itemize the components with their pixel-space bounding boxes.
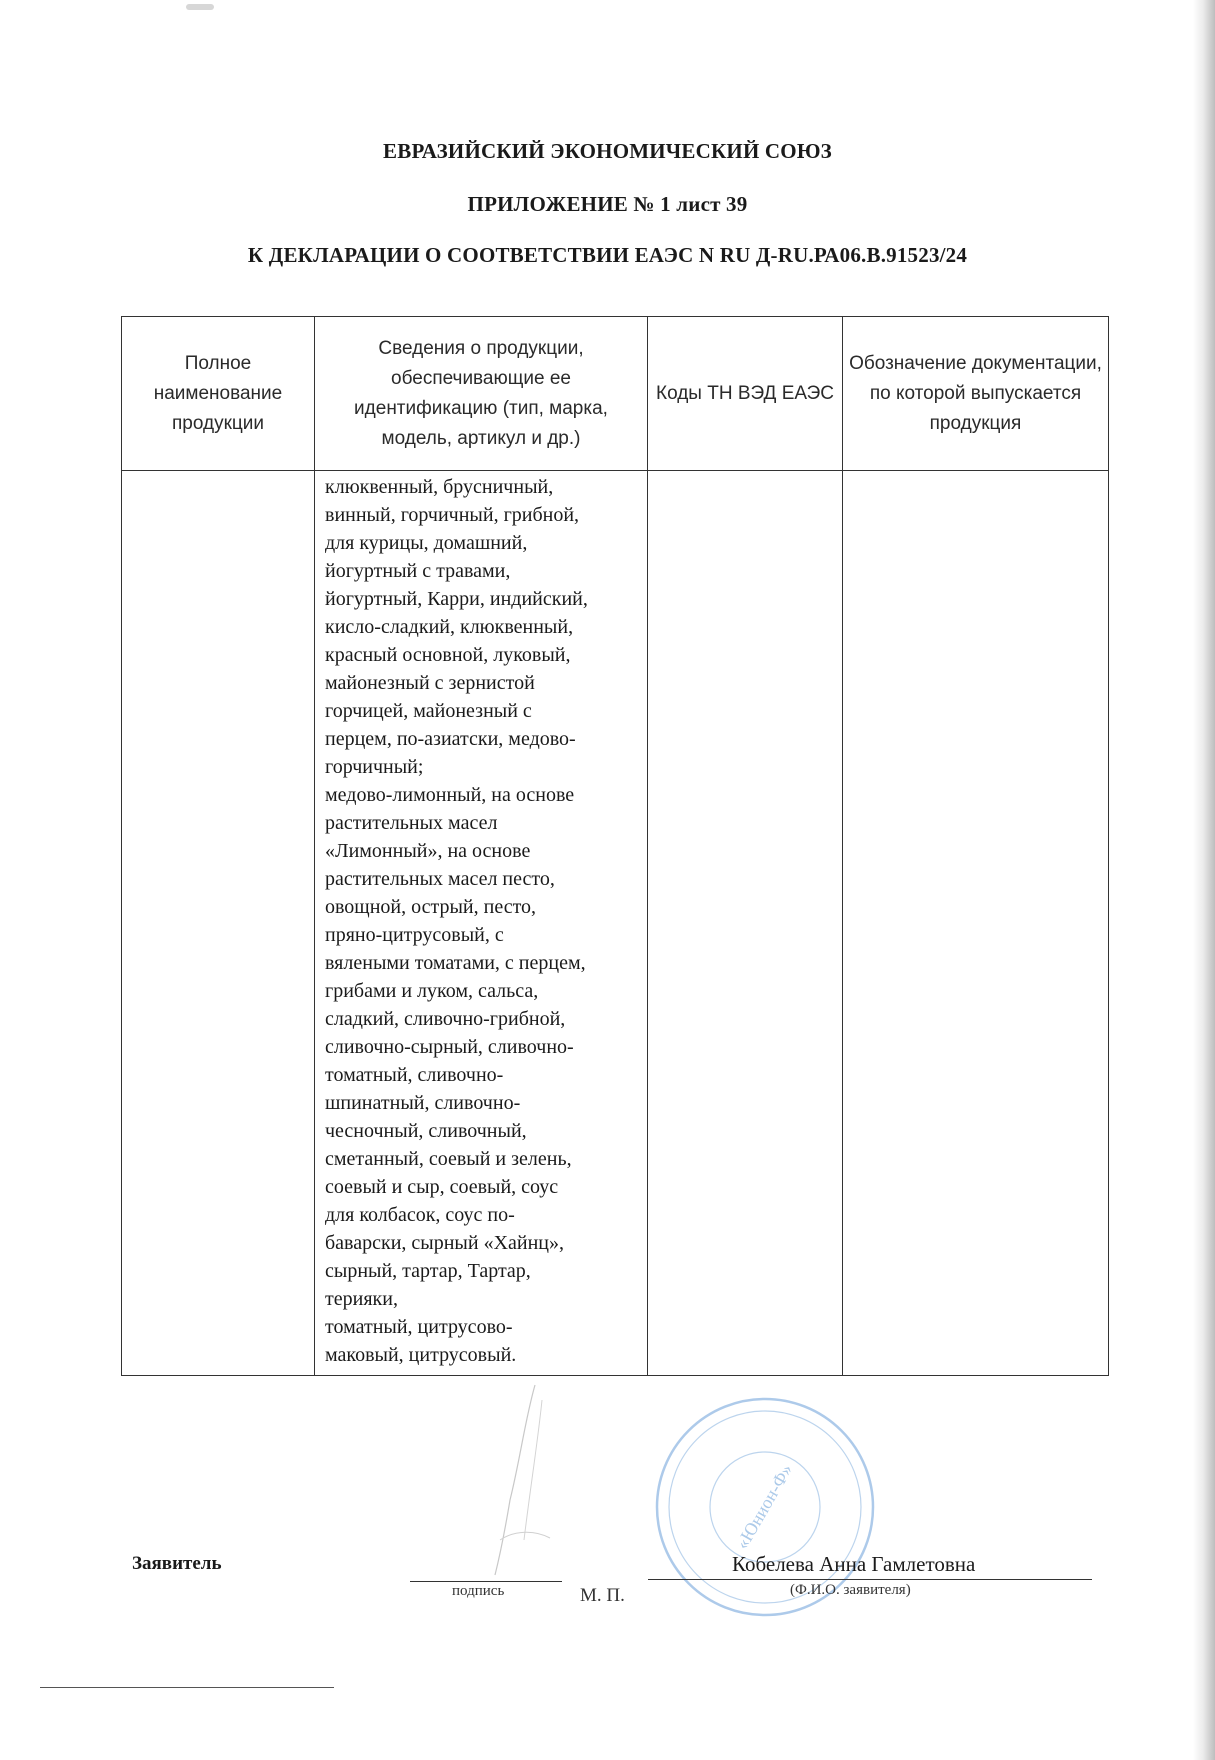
description-line: растительных масел <box>325 812 498 834</box>
cell-product-description <box>315 471 648 1376</box>
description-line: кисло-сладкий, клюквенный, <box>325 616 574 638</box>
table-header-row <box>122 317 1109 471</box>
description-line: томатный, сливочно- <box>325 1064 504 1086</box>
name-line <box>648 1579 1092 1580</box>
cell-tnved-codes <box>648 471 843 1376</box>
handwritten-signature <box>480 1380 570 1580</box>
description-line: «Лимонный», на основе <box>325 840 531 862</box>
description-line: сырный, тартар, Тартар, <box>325 1260 531 1282</box>
appendix-title: ПРИЛОЖЕНИЕ № 1 лист 39 <box>467 192 748 216</box>
stamp-text: «Юнион-Ф» <box>731 1460 797 1553</box>
bottom-rule <box>40 1687 334 1688</box>
description-line: красный основной, луковый, <box>325 644 571 666</box>
column-header-product-name: Полное наименование продукции <box>122 317 315 471</box>
applicant-name: Кобелева Анна Гамлетовна <box>732 1552 976 1576</box>
description-line: майонезный с зернистой <box>325 672 535 694</box>
scan-artifact <box>186 4 214 10</box>
description-line: йогуртный, Карри, индийский, <box>325 588 588 610</box>
name-caption: (Ф.И.О. заявителя) <box>790 1582 911 1598</box>
description-line: сладкий, сливочно-грибной, <box>325 1008 566 1030</box>
signature-block <box>0 1370 1215 1630</box>
description-line: медово-лимонный, на основе <box>325 784 575 806</box>
description-line: чесночный, сливочный, <box>325 1120 527 1142</box>
description-line: горчицей, майонезный с <box>325 700 532 722</box>
description-line: перцем, по-азиатски, медово- <box>325 728 576 750</box>
description-line: сметанный, соевый и зелень, <box>325 1148 572 1170</box>
description-line: йогуртный с травами, <box>325 560 511 582</box>
description-line: шпинатный, сливочно- <box>325 1092 521 1114</box>
description-line: маковый, цитрусовый. <box>325 1344 517 1366</box>
description-line: клюквенный, брусничный, <box>325 476 554 498</box>
seal-label: М. П. <box>580 1585 625 1606</box>
description-line: баварски, сырный «Хайнц», <box>325 1232 564 1254</box>
description-line: для колбасок, соус по- <box>325 1204 515 1226</box>
applicant-label: Заявитель <box>132 1553 222 1574</box>
description-line: для курицы, домашний, <box>325 532 528 554</box>
signature-caption: подпись <box>452 1583 505 1599</box>
declaration-title: К ДЕКЛАРАЦИИ О СООТВЕТСТВИИ ЕАЭС N RU Д-RU.РА06.В.91523/24 <box>247 243 968 267</box>
description-line: терияки, <box>325 1288 398 1310</box>
description-line: винный, горчичный, грибной, <box>325 504 580 526</box>
description-line: грибами и луком, сальса, <box>325 980 539 1002</box>
column-header-documentation: Обозначение документации, по которой выпускается продукция <box>843 317 1109 471</box>
description-line: горчичный; <box>325 756 424 778</box>
description-line: соевый и сыр, соевый, соус <box>325 1176 559 1198</box>
description-line: растительных масел песто, <box>325 868 555 890</box>
description-line: томатный, цитрусово- <box>325 1316 513 1338</box>
description-line: овощной, острый, песто, <box>325 896 537 918</box>
description-line: вялеными томатами, с перцем, <box>325 952 586 974</box>
signature-line <box>410 1581 562 1582</box>
cell-documentation <box>843 471 1109 1376</box>
column-header-tnved-codes: Коды ТН ВЭД ЕАЭС <box>648 317 843 471</box>
cell-product-name <box>122 471 315 1376</box>
products-table <box>121 316 1109 1376</box>
description-line: пряно-цитрусовый, с <box>325 924 504 946</box>
description-line: сливочно-сырный, сливочно- <box>325 1036 574 1058</box>
table-row <box>122 471 1109 1376</box>
union-title: ЕВРАЗИЙСКИЙ ЭКОНОМИЧЕСКИЙ СОЮЗ <box>383 139 832 163</box>
column-header-product-info: Сведения о продукции, обеспечивающие ее идентификацию (тип, марка, модель, артикул и др.) <box>315 317 648 471</box>
